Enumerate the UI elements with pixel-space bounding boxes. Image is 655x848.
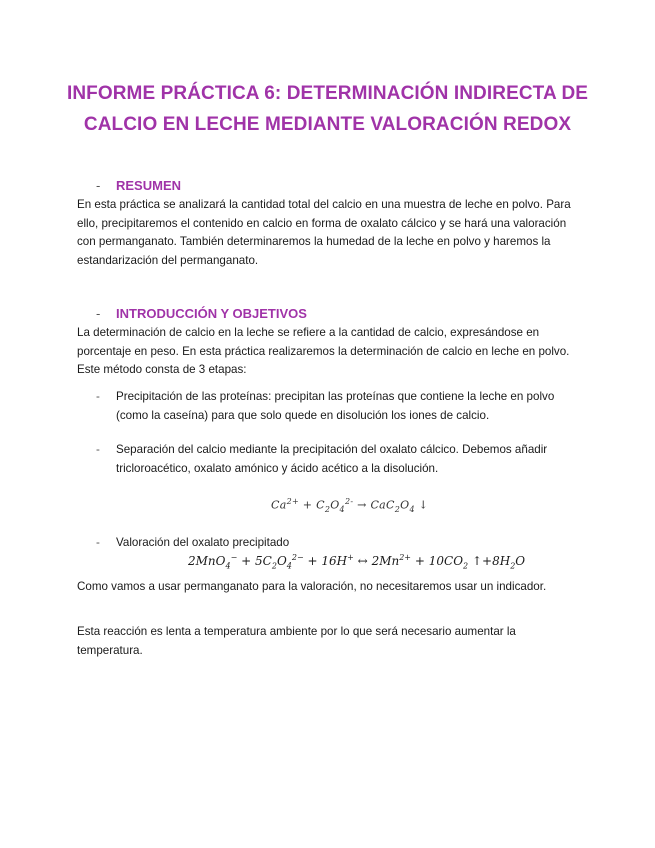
step-text: Precipitación de las proteínas: precipitan las proteínas que contiene la leche en polvo (como la caseína) para que solo quede en disolución los iones de calcio. bbox=[116, 390, 555, 422]
section-heading-introduccion bbox=[96, 306, 307, 321]
step-text: Separación del calcio mediante la precipitación del oxalato cálcico. Debemos añadir tricloroacético, oxalato amónico y ácido acético a la disolución. bbox=[116, 443, 548, 475]
resumen-paragraph: En esta práctica se analizará la cantidad total del calcio en una muestra de leche en polvo. Para ello, precipitaremos el contenido en calcio en forma de oxalato cálcico y se hará una valoración con permanganato. También determinaremos la humedad de la leche en polvo y haremos la estandarización del permanganato. bbox=[77, 198, 571, 267]
bullet-dash: - bbox=[96, 390, 100, 403]
section-heading-text: INTRODUCCIÓN Y OBJETIVOS bbox=[116, 306, 307, 321]
list-item bbox=[96, 534, 566, 553]
equation-permanganate-oxalate: $2MnO_4^- + 5C_2O_4^{2-} + 16H^+$ ↔ $2Mn^{2+} + 10CO_2$ $↑+8H_2O$ bbox=[188, 553, 526, 571]
step-text: Valoración del oxalato precipitado bbox=[116, 536, 290, 549]
bullet-dash: - bbox=[96, 178, 101, 193]
equation-calcium-oxalate: $Ca^{2+} + C_2O_4^{2-} \to CaC_2O_4$ ↓ bbox=[271, 497, 429, 514]
closing-paragraph-indicator: Como vamos a usar permanganato para la valoración, no necesitaremos usar un indicador. bbox=[77, 580, 547, 593]
closing-paragraph-temperature: Esta reacción es lenta a temperatura ambiente por lo que será necesario aumentar la temperatura. bbox=[77, 625, 516, 657]
bullet-dash: - bbox=[96, 443, 100, 456]
list-item bbox=[96, 441, 566, 478]
bullet-dash: - bbox=[96, 306, 101, 321]
bullet-dash: - bbox=[96, 536, 100, 549]
intro-paragraph: La determinación de calcio en la leche se refiere a la cantidad de calcio, expresándose en porcentaje en peso. En esta práctica realizaremos la determinación de calcio en leche en polvo. Este método consta de 3 etapas: bbox=[77, 326, 570, 376]
section-heading-text: RESUMEN bbox=[116, 178, 182, 193]
page-title: INFORME PRÁCTICA 6: DETERMINACIÓN INDIRECTA DE CALCIO EN LECHE MEDIANTE VALORACIÓN REDOX bbox=[66, 83, 589, 135]
list-item bbox=[96, 388, 566, 425]
section-heading-resumen bbox=[96, 178, 181, 193]
